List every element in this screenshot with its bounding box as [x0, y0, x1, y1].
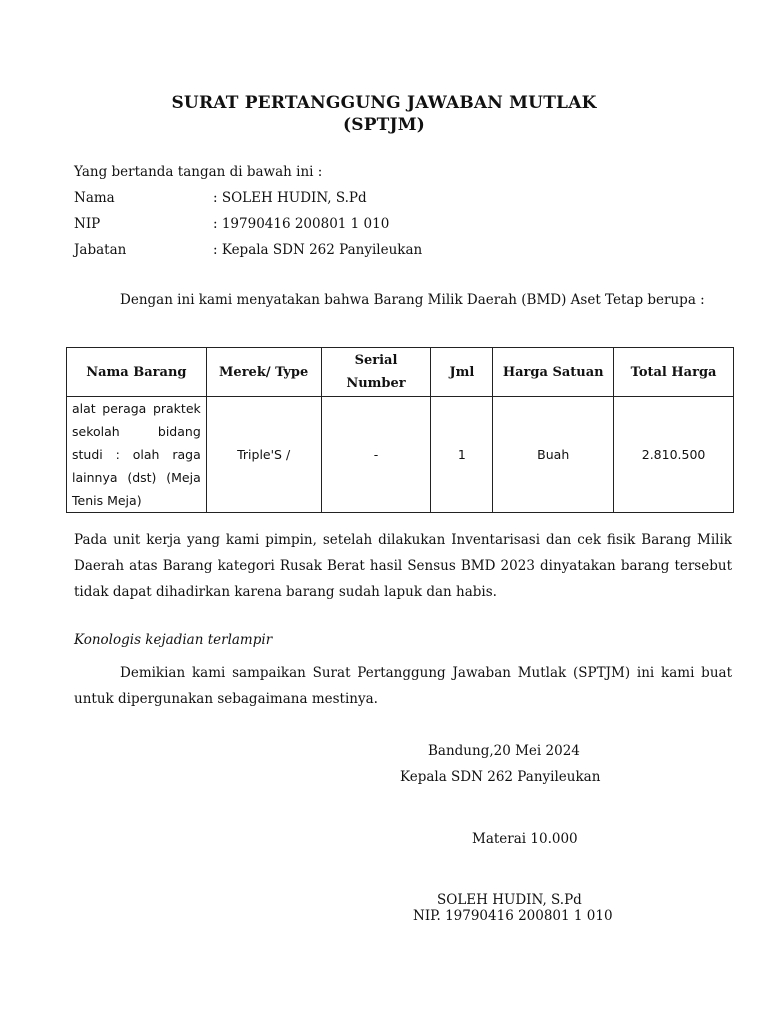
cell-serial-number: -	[321, 397, 431, 513]
document-subtitle: (SPTJM)	[342, 115, 426, 135]
inventory-paragraph: Pada unit kerja yang kami pimpin, setelah dilakukan Inventarisasi dan cek fisik Barang Milik Daerah atas Barang kategori Rusak Berat hasil Sensus BMD 2023 dinyatakan barang tersebut tidak dapat dihadirkan karena barang sudah lapuk dan habis.	[74, 532, 732, 600]
intro-text: Yang bertanda tangan di bawah ini :	[74, 164, 323, 180]
stamp-duty-label: Materai 10.000	[472, 831, 578, 847]
name-value: : SOLEH HUDIN, S.Pd	[213, 190, 367, 206]
closing-paragraph: Demikian kami sampaikan Surat Pertanggung Jawaban Mutlak (SPTJM) ini kami buat untuk dipergunakan sebagaimana mestinya.	[74, 665, 732, 707]
signatory-nip: NIP. 19790416 200801 1 010	[413, 908, 613, 924]
table-header-row	[67, 348, 734, 397]
cell-quantity: 1	[431, 397, 493, 513]
nip-label: NIP	[74, 216, 101, 232]
statement-paragraph: Dengan ini kami menyatakan bahwa Barang Milik Daerah (BMD) Aset Tetap berupa :	[120, 292, 705, 308]
cell-item-name: alat peraga praktek sekolah bidang studi : olah raga lainnya (dst) (Meja Tenis Meja)	[67, 397, 207, 513]
header-item-name: Nama Barang	[67, 348, 207, 397]
position-value: : Kepala SDN 262 Panyileukan	[213, 242, 423, 258]
header-quantity: Jml	[431, 348, 493, 397]
cell-brand-type: Triple'S /	[206, 397, 321, 513]
chronology-note: Konologis kejadian terlampir	[74, 632, 273, 648]
signatory-name: SOLEH HUDIN, S.Pd	[437, 892, 582, 908]
cell-unit-price: Buah	[493, 397, 614, 513]
position-label: Jabatan	[74, 242, 127, 258]
table-row	[67, 397, 734, 513]
header-total-price: Total Harga	[614, 348, 734, 397]
signature-position: Kepala SDN 262 Panyileukan	[400, 769, 601, 785]
asset-table	[66, 347, 734, 513]
nip-value: : 19790416 200801 1 010	[213, 216, 390, 232]
header-serial-number: Serial Number	[321, 348, 431, 397]
name-label: Nama	[74, 190, 115, 206]
cell-total-price: 2.810.500	[614, 397, 734, 513]
header-unit-price: Harga Satuan	[493, 348, 614, 397]
signature-place-date: Bandung,20 Mei 2024	[428, 743, 580, 759]
header-brand-type: Merek/ Type	[206, 348, 321, 397]
document-title: SURAT PERTANGGUNG JAWABAN MUTLAK	[171, 93, 597, 113]
